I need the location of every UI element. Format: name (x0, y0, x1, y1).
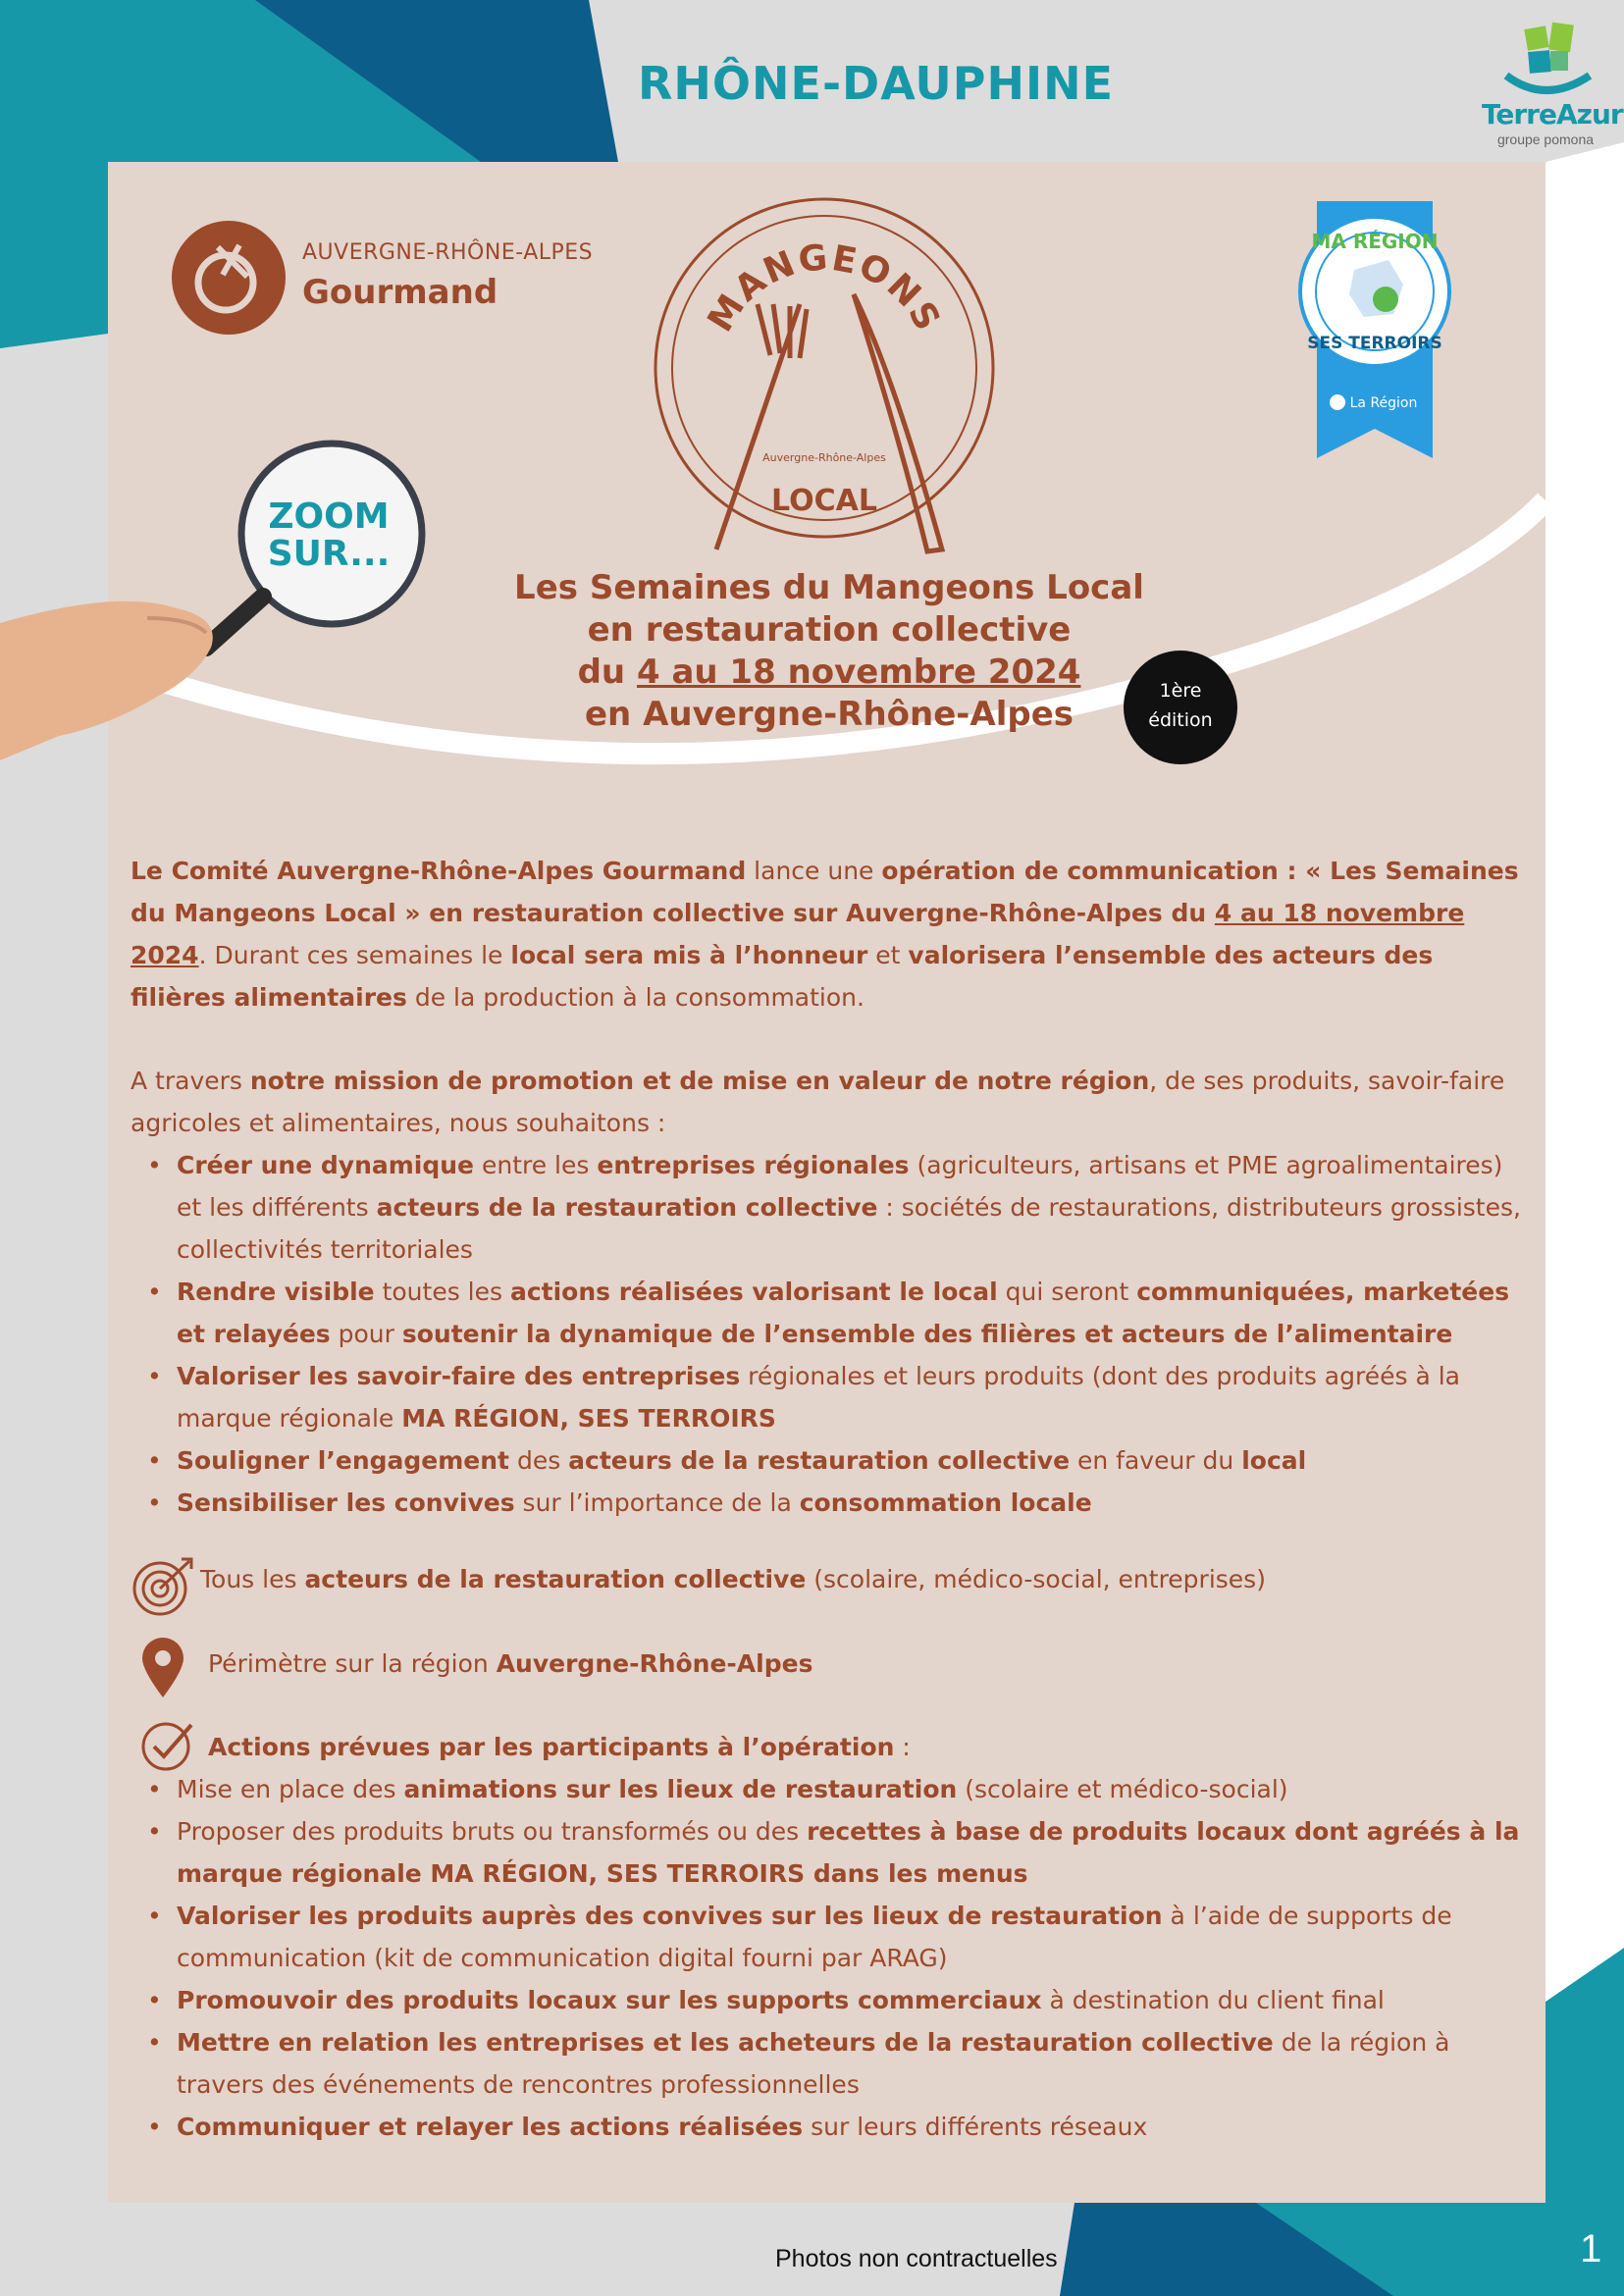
svg-text:MANGEONS (701, 237, 949, 339)
text-run: A travers (131, 1067, 250, 1095)
text-run: MA RÉGION, SES TERROIRS (401, 1404, 776, 1433)
text-run: valorisera l’ensemble des acteurs des filières alimentaires (131, 941, 1434, 1012)
list-item (177, 1810, 1524, 1895)
actions-list-wrap (131, 1768, 1524, 2148)
text-run: : (894, 1733, 911, 1761)
text-run: entre les (474, 1151, 598, 1179)
actions-title (208, 1733, 911, 1761)
perimeter-text (208, 1649, 812, 1678)
text-run: communiquées, marketées et relayées (177, 1278, 1510, 1348)
text-run: Sensibiliser les convives (177, 1488, 515, 1517)
text-run: acteurs de la restauration collective (568, 1446, 1071, 1475)
text-run: Périmètre sur la région (208, 1649, 497, 1678)
region-title: RHÔNE-DAUPHINE (638, 57, 1115, 110)
text-run: (scolaire et médico-social) (957, 1775, 1288, 1803)
text-run: toutes les (374, 1278, 510, 1306)
brand-name: TerreAzur (1482, 98, 1623, 130)
text-run: de la région à travers des événements de rencontres professionnelles (177, 2028, 1450, 2099)
brand-subtitle: groupe pomona (1496, 131, 1595, 147)
la-region-text: La Région (1349, 395, 1418, 411)
text-run: acteurs de la restauration collective (376, 1193, 878, 1222)
list-item (177, 1271, 1524, 1355)
zoom-line1: ZOOM (268, 496, 390, 537)
list-item (177, 1144, 1524, 1271)
goals-list (131, 1144, 1524, 1524)
text-run: (scolaire, médico-social, entreprises) (806, 1565, 1266, 1593)
argl-line2: Gourmand (302, 273, 498, 312)
list-item (177, 1895, 1524, 1979)
hero-line3 (491, 652, 1168, 694)
text-run: Valoriser les savoir-faire des entreprises (177, 1362, 741, 1390)
hero-line1: Les Semaines du Mangeons Local (514, 568, 1144, 607)
target-icon (131, 1555, 197, 1616)
hero-line2: en restauration collective (587, 610, 1072, 650)
hero-title (491, 567, 1168, 736)
text-run: entreprises régionales (597, 1151, 910, 1179)
ma-region-text: MA RÉGION (1311, 230, 1439, 253)
text-run: régionales et leurs produits (dont des produits agréés à la marque régionale (177, 1362, 1460, 1433)
text-run: Mettre en relation les entreprises et les acheteurs de la restauration collective (177, 2028, 1274, 2057)
mission-paragraph (131, 1060, 1524, 1144)
list-item (177, 2021, 1524, 2106)
text-run: (agriculteurs, artisans et PME agroalimentaires) et les différents (177, 1151, 1503, 1222)
text-run: consommation locale (799, 1488, 1092, 1517)
hero-dates: 4 au 18 novembre 2024 (636, 652, 1081, 692)
terreazur-leaf-icon (1482, 22, 1609, 100)
mangeons-local-logo (648, 196, 1001, 559)
text-run: , de ses produits, savoir-faire agricoles et alimentaires, nous souhaitons : (131, 1067, 1505, 1137)
text-run: recettes à base de produits locaux dont agréés à la marque régionale MA RÉGION, SES TERROIRS dans les menus (177, 1817, 1520, 1888)
text-run: et (867, 941, 909, 969)
magnifier-hand-illustration (0, 432, 442, 765)
list-item (177, 1768, 1524, 1810)
text-run: actions réalisées valorisant le local (509, 1278, 998, 1306)
text-run: : sociétés de restaurations, distributeurs grossistes, collectivités territoriales (177, 1193, 1521, 1264)
text-run: en faveur du (1070, 1446, 1242, 1475)
location-pin-icon (140, 1637, 185, 1699)
text-run: Auvergne-Rhône-Alpes (496, 1649, 813, 1678)
mangeons-bottom-text: LOCAL (771, 484, 877, 518)
text-run: animations sur les lieux de restauration (403, 1775, 958, 1803)
text-run: des (509, 1446, 569, 1475)
text-run: Créer une dynamique (177, 1151, 475, 1179)
edition-badge (1124, 651, 1237, 764)
target-audience-text (200, 1565, 1266, 1593)
text-run: à destination du client final (1041, 1986, 1385, 2014)
text-run: 4 au 18 novembre 2024 (131, 899, 1465, 969)
list-item (177, 1979, 1524, 2021)
argl-line1: AUVERGNE-RHÔNE-ALPES (302, 240, 594, 265)
text-run: Proposer des produits bruts ou transformés ou des (177, 1817, 808, 1846)
hero-line4: en Auvergne-Rhône-Alpes (584, 695, 1074, 734)
text-run: à l’aide de supports de communication (kit de communication digital fourni par ARAG) (177, 1902, 1452, 1972)
text-run: Valoriser les produits auprès des convives sur les lieux de restauration (177, 1902, 1163, 1930)
text-run: acteurs de la restauration collective (304, 1565, 807, 1593)
auvergne-gourmand-logo-icon (169, 218, 288, 338)
text-run: opération de communication : « Les Semaines du Mangeons Local » en restauration collective sur Auvergne-Rhône-Alpes du (131, 857, 1519, 927)
text-run: qui seront (997, 1278, 1137, 1306)
ses-terroirs-text: SES TERROIRS (1307, 334, 1442, 353)
actions-list (131, 1768, 1524, 2148)
text-run: . Durant ces semaines le (198, 941, 511, 969)
mangeons-arc-text: MANGEONS (700, 237, 949, 339)
goals-list-wrap (131, 1144, 1524, 1524)
text-run: Mise en place des (177, 1775, 404, 1803)
text-run: Le Comité Auvergne-Rhône-Alpes Gourmand (131, 857, 747, 885)
text-run: pour (330, 1320, 402, 1348)
text-run: Souligner l’engagement (177, 1446, 509, 1475)
terreazur-logo (1482, 22, 1623, 149)
zoom-line2: SUR... (267, 534, 391, 574)
list-item (177, 1355, 1524, 1439)
mangeons-mid-text: Auvergne-Rhône-Alpes (762, 451, 886, 464)
hero-line3-prefix: du (577, 652, 637, 692)
text-run: Tous les (200, 1565, 305, 1593)
zoom-label (250, 498, 407, 573)
ma-region-ses-terroirs-badge (1295, 201, 1452, 461)
text-run: lance une (746, 857, 882, 885)
list-item (177, 2106, 1524, 2148)
text-run: local (1241, 1446, 1307, 1475)
text-run: local sera mis à l’honneur (510, 941, 868, 969)
intro-paragraph (131, 850, 1524, 1018)
list-item (177, 1482, 1524, 1524)
text-run: de la production à la consommation. (406, 983, 864, 1012)
list-item (177, 1439, 1524, 1482)
edition-line2: édition (1148, 709, 1213, 731)
text-run: soutenir la dynamique de l’ensemble des filières et acteurs de l’alimentaire (401, 1320, 1453, 1348)
text-run: notre mission de promotion et de mise en valeur de notre région (249, 1067, 1150, 1095)
page-number: 1 (1580, 2227, 1602, 2270)
footer-note: Photos non contractuelles (775, 2245, 1058, 2272)
text-run: sur l’importance de la (514, 1488, 800, 1517)
edition-line1: 1ère (1159, 680, 1202, 702)
text-run: Rendre visible (177, 1278, 375, 1306)
text-run: Actions prévues par les participants à l’opération (208, 1733, 895, 1761)
text-run: Promouvoir des produits locaux sur les supports commerciaux (177, 1986, 1042, 2014)
check-circle-icon (140, 1719, 195, 1772)
text-run: Communiquer et relayer les actions réalisées (177, 2113, 804, 2141)
text-run: sur leurs différents réseaux (803, 2113, 1148, 2141)
